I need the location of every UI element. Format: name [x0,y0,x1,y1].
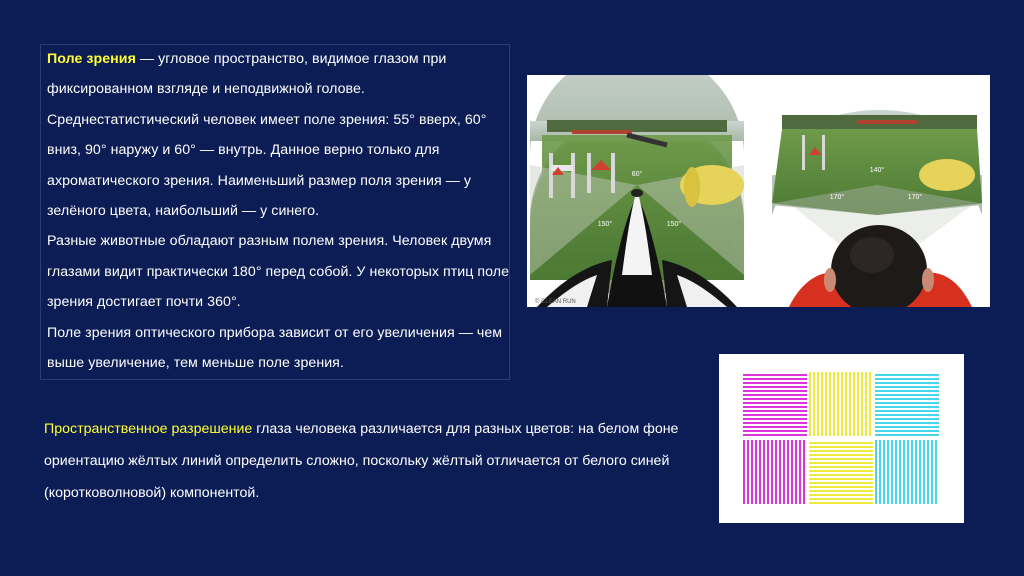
dog-view-fan [530,75,744,307]
field-of-view-illustration [527,75,990,307]
dog-left-angle: 150° [597,221,613,228]
yellow-vertical-stripes [809,372,873,436]
copyright-caption: © CLEAN RUN [535,299,576,305]
resolution-term: Пространственное разрешение [44,421,253,437]
fov-human-values: Среднестатистический человек имеет поле зрения: 55° вверх, 60° вниз, 90° наружу и 60° — внутрь. Данное верно только для ахроматического зрения. Наименьший размер поля зрения — у зелёного цвета, наибольший — у синего. [47,111,487,220]
magenta-vertical-stripes [743,440,807,504]
dog-center-angle: 60° [631,171,643,178]
human-left-angle: 170° [829,194,845,201]
human-center-angle: 140° [869,167,885,174]
human-view-fan [772,110,982,307]
magenta-horizontal-stripes [743,372,807,436]
fov-definition: — угловое пространство, видимое глазом при фиксированном взгляде и неподвижной голове. [47,51,447,98]
dog-and-human-fov-drawing [527,75,990,307]
fov-animals: Разные животные обладают разным полем зрения. Человек двумя глазами видит практически 180° перед собой. У некоторых птиц поле зрения достигает почти 360°. [47,233,510,311]
dog-right-angle: 150° [666,221,682,228]
cyan-horizontal-stripes [875,372,939,436]
resolution-definition: глаза человека различается для разных цветов: на белом фоне ориентацию жёлтых линий определить сложно, поскольку жёлтый отличается от белого синей (коротковолновой) компонентой. [44,421,679,501]
yellow-horizontal-stripes [809,440,873,504]
field-of-view-text [47,44,517,378]
cyan-vertical-stripes [875,440,939,504]
fov-term: Поле зрения [47,51,136,67]
color-stripes-figure [719,354,964,523]
fov-optical-device: Поле зрения оптического прибора зависит от его увеличения — чем выше увеличение, тем меньше поле зрения. [47,324,503,372]
spatial-resolution-text [44,413,704,509]
human-right-angle: 170° [907,194,923,201]
